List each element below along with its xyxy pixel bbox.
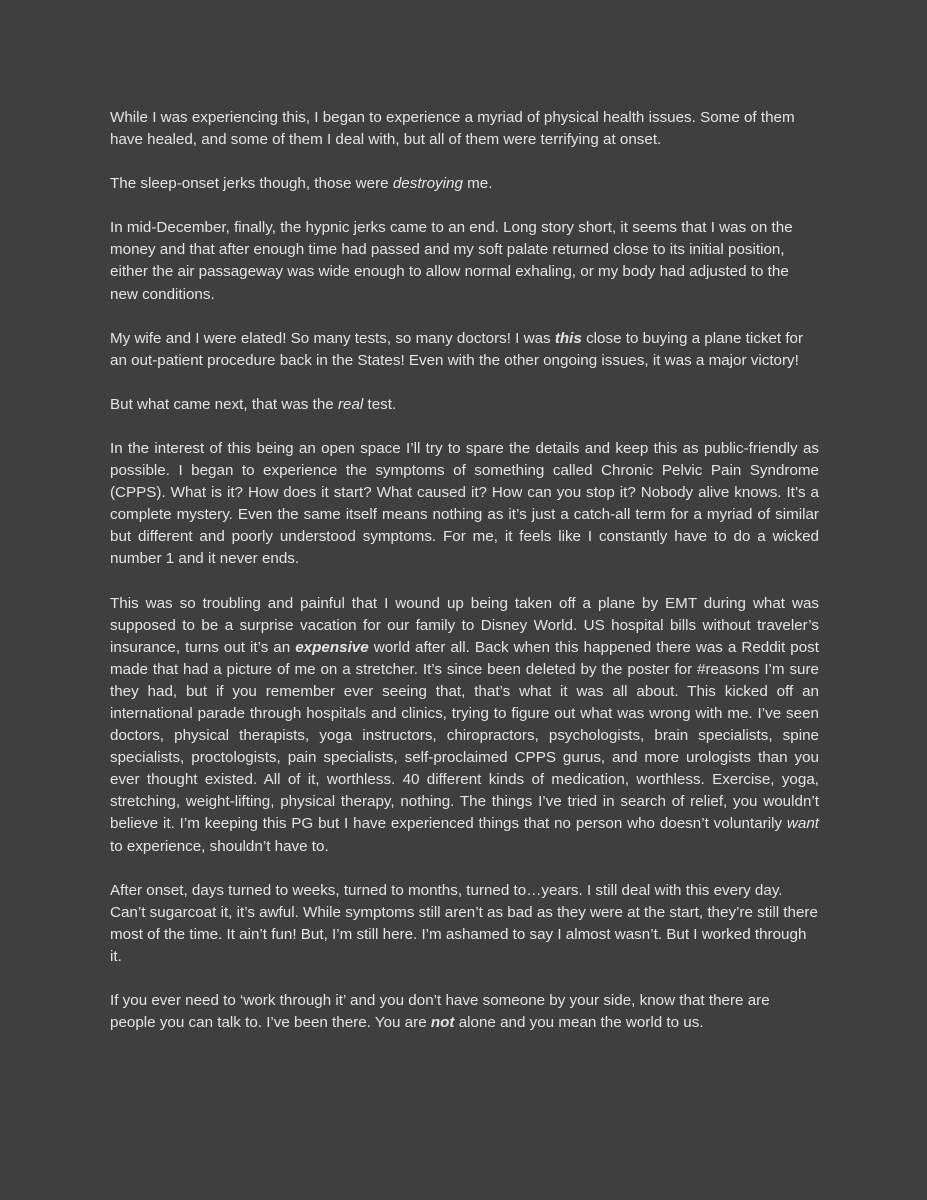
emphasis-text: want	[786, 815, 819, 833]
paragraph-after-onset	[110, 880, 819, 968]
text-run: But what came next, that was the	[110, 395, 338, 413]
emphasis-text: real	[337, 395, 364, 413]
text-run: close to buying a plane ticket for an out-patient procedure back in the States! Even with the other ongoing issues, it was a major victory!	[110, 329, 804, 369]
text-run: My wife and I were elated! So many tests, so many doctors! I was	[110, 329, 555, 347]
paragraph-emt	[110, 593, 819, 858]
text-run: to experience, shouldn’t have to.	[110, 837, 329, 855]
strong-emphasis-text: not	[430, 1014, 455, 1032]
paragraph-cpps	[110, 438, 819, 571]
paragraph-health-issues	[110, 107, 819, 151]
text-run: The sleep-onset jerks though, those were	[110, 175, 393, 193]
text-run: me.	[462, 175, 493, 193]
strong-emphasis-text: this	[554, 329, 582, 347]
text-run: In mid-December, finally, the hypnic jerks came to an end. Long story short, it seems that I was on the money and that after enough time had passed and my soft palate returned close to its initial position, either the air passageway was wide enough to allow normal exhaling, or my body had adjusted to the new conditions.	[110, 219, 793, 303]
paragraph-work-through-it	[110, 990, 819, 1034]
paragraph-elated	[110, 328, 819, 372]
paragraph-real-test	[110, 394, 819, 416]
text-run: In the interest of this being an open space I’ll try to spare the details and keep this as public-friendly as possible. I began to experience the symptoms of something called Chronic Pelvic Pain Syndrome (CPPS). What is it? How does it start? What caused it? How can you stop it? Nobody alive knows. It’s a complete mystery. Even the same itself means nothing as it’s just a catch-all term for a myriad of similar but different and poorly understood symptoms. For me, it feels like I constantly have to do a wicked number 1 and it never ends.	[110, 439, 819, 568]
text-run: test.	[363, 395, 397, 413]
text-run: This was so troubling and painful that I wound up being taken off a plane by EMT during what was supposed to be a surprise vacation for our family to Disney World. US hospital bills without traveler’s insurance, turns out it’s an	[110, 594, 819, 656]
text-run: While I was experiencing this, I began to experience a myriad of physical health issues. Some of them have healed, and some of them I deal with, but all of them were terrifying at onset.	[110, 109, 795, 149]
text-run: If you ever need to ‘work through it’ and you don’t have someone by your side, know that there are people you can talk to. I’ve been there. You are	[110, 992, 770, 1032]
strong-emphasis-text: expensive	[295, 638, 369, 656]
text-run: alone and you mean the world to us.	[454, 1014, 704, 1032]
text-run: After onset, days turned to weeks, turned to months, turned to…years. I still deal with this every day. Can’t sugarcoat it, it’s awful. While symptoms still aren’t as bad as they were at the start, they’re still there most of the time. It ain’t fun! But, I’m still here. I’m ashamed to say I almost wasn’t. But I worked through it.	[110, 881, 818, 965]
text-run: world after all. Back when this happened there was a Reddit post made that had a picture of me on a stretcher. It’s since been deleted by the poster for #reasons I’m sure they had, but if you remember ever seeing that, that’s what it was all about. This kicked off an international parade through hospitals and clinics, trying to figure out what was wrong with me. I’ve seen doctors, physical therapists, yoga instructors, chiropractors, psychologists, brain specialists, spine specialists, proctologists, pain specialists, self-proclaimed CPPS gurus, and more urologists than you ever thought existed. All of it, worthless. 40 different kinds of medication, worthless. Exercise, yoga, stretching, weight-lifting, physical therapy, nothing. The things I’ve tried in search of relief, you wouldn’t believe it. I’m keeping this PG but I have experienced things that no person who doesn’t voluntarily	[110, 638, 819, 833]
document-body	[110, 107, 819, 1056]
paragraph-mid-december	[110, 217, 819, 305]
emphasis-text: destroying	[392, 175, 463, 193]
paragraph-sleep-jerks	[110, 173, 819, 195]
